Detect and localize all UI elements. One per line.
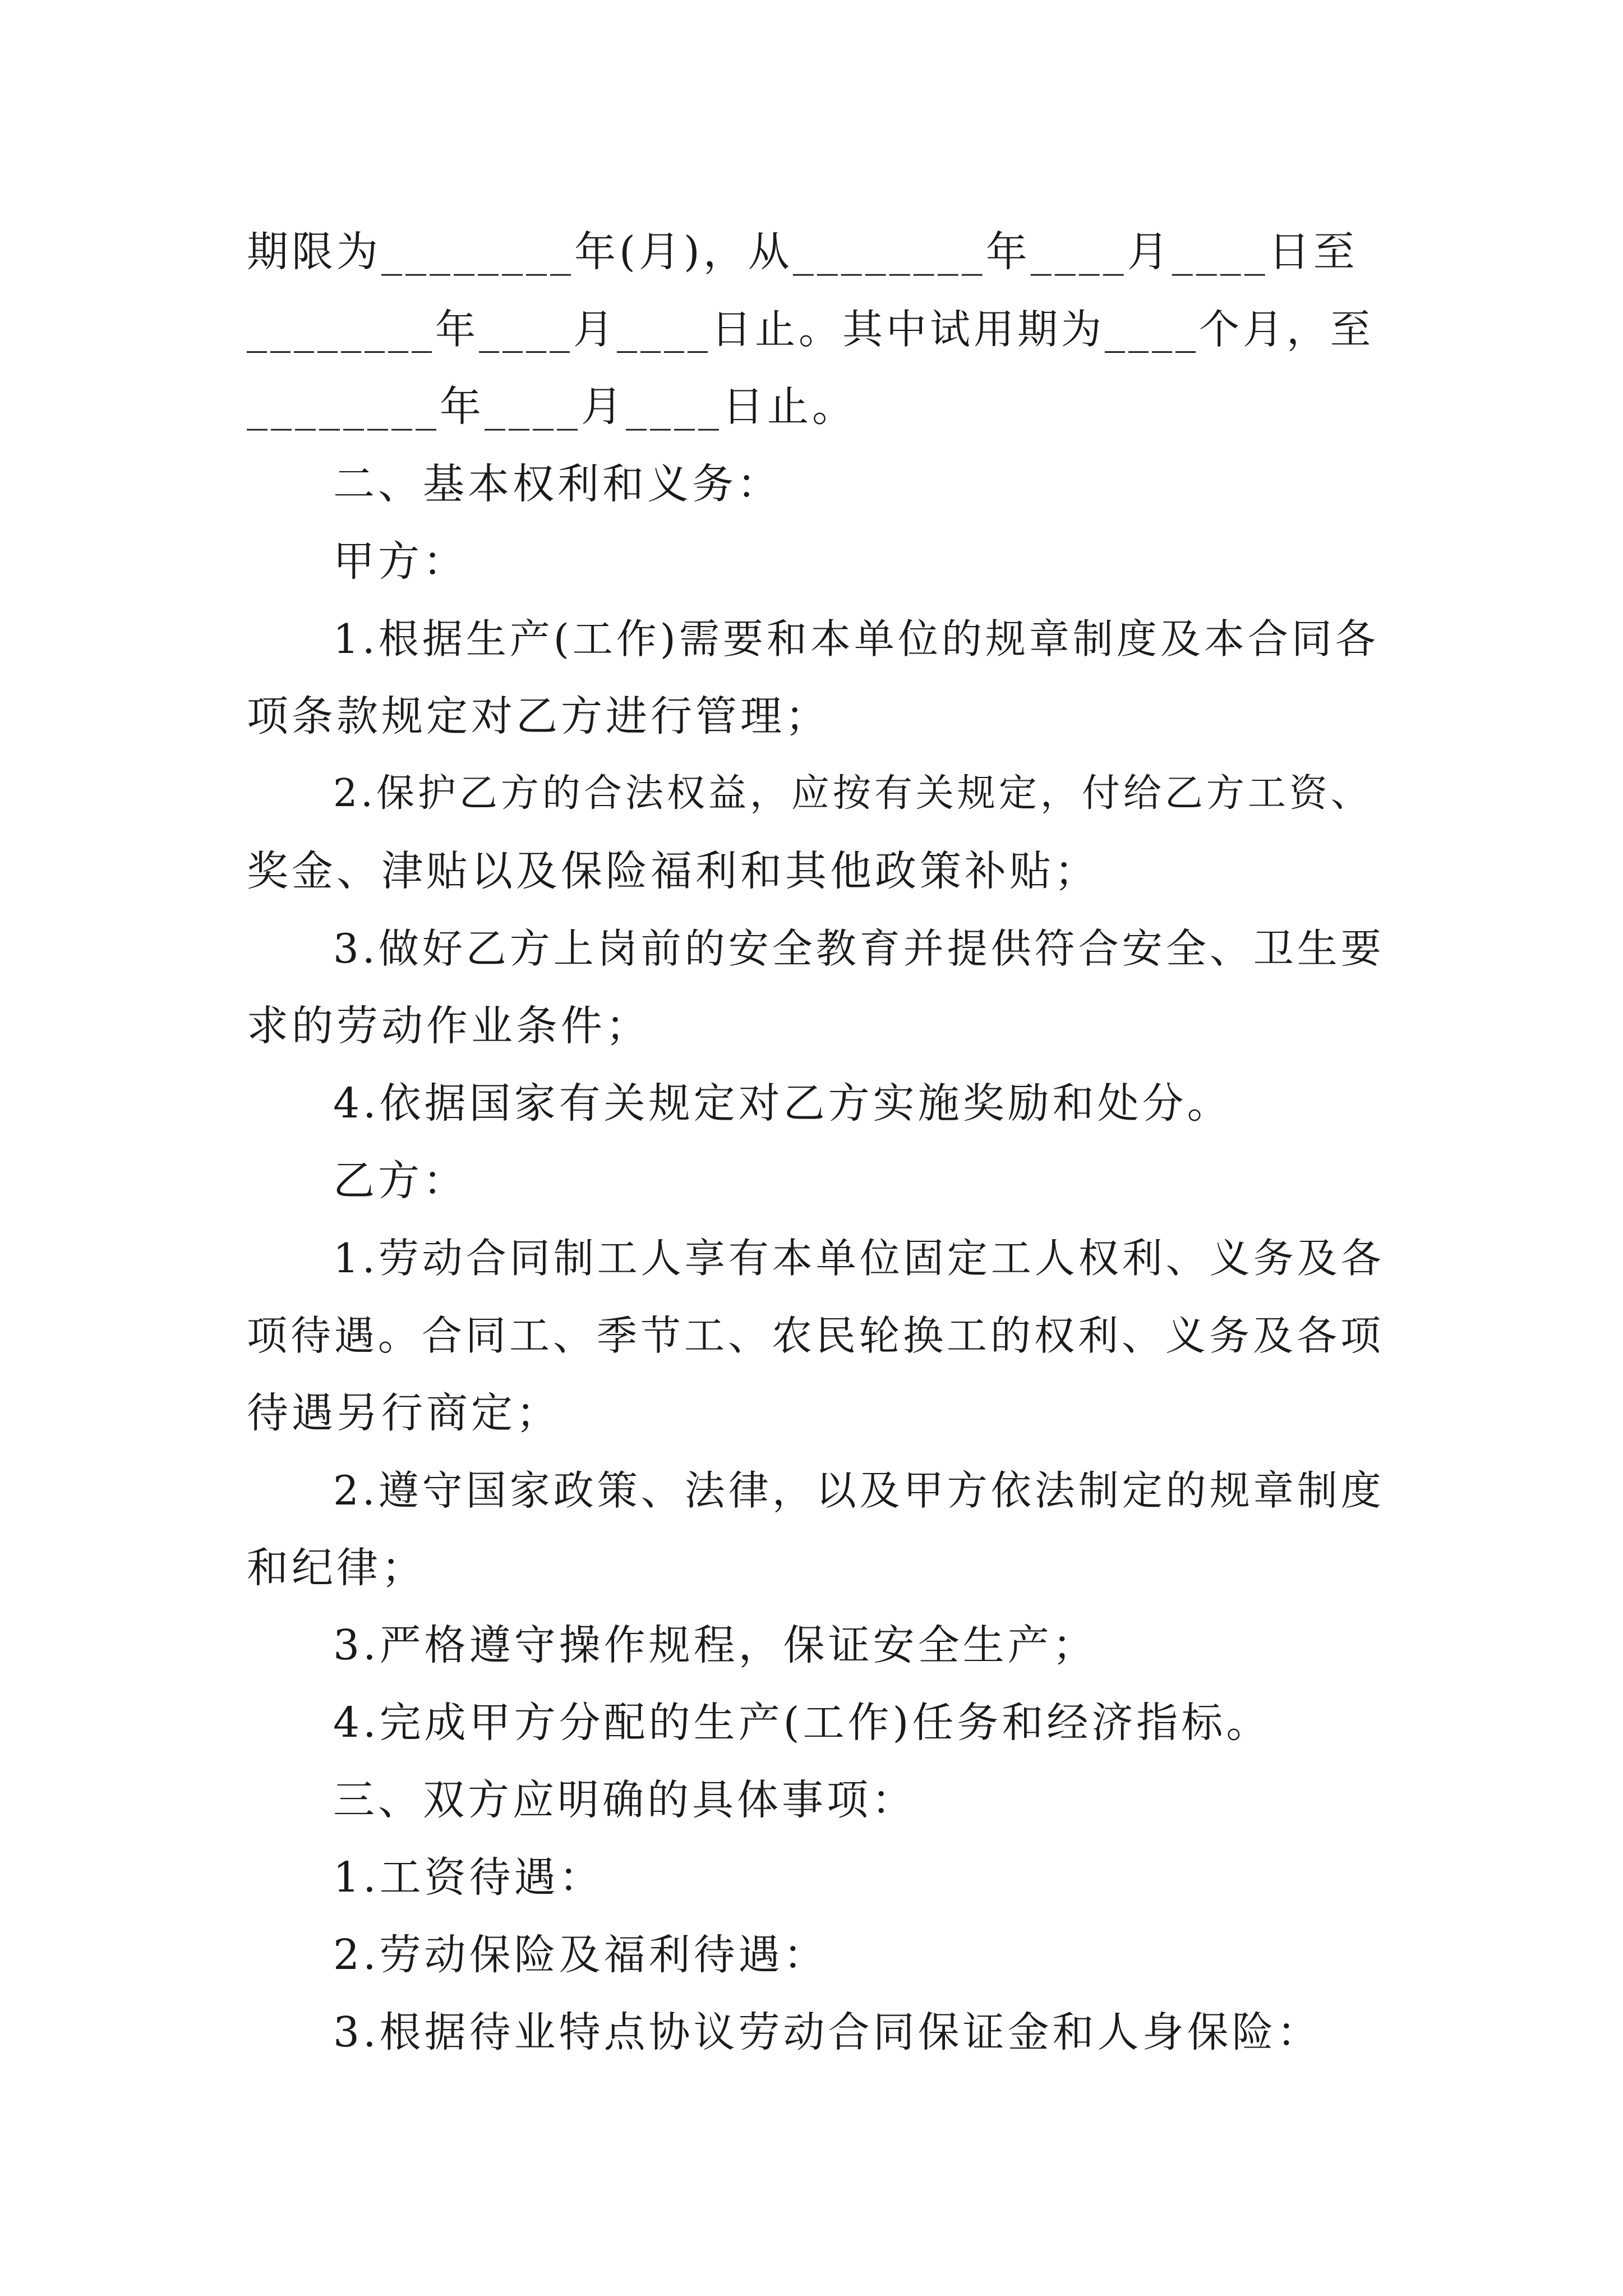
text-line: ________年____月____日止。其中试用期为____个月，至 bbox=[247, 306, 1375, 353]
text-line: 2.遵守国家政策、法律，以及甲方依法制定的规章制度 bbox=[333, 1467, 1385, 1514]
document-body bbox=[247, 213, 1385, 2071]
text-line: 1.劳动合同制工人享有本单位固定工人权利、义务及各 bbox=[333, 1235, 1385, 1282]
list-item: 3.根据待业特点协议劳动合同保证金和人身保险： bbox=[333, 2008, 1322, 2056]
text-line: 求的劳动作业条件； bbox=[247, 1002, 651, 1050]
text-line: 项待遇。合同工、季节工、农民轮换工的权利、义务及各项 bbox=[247, 1312, 1385, 1359]
list-item: 2.劳动保险及福利待遇： bbox=[333, 1931, 828, 1979]
text-line: 期限为________年(月)，从________年____月____日至 bbox=[247, 228, 1358, 276]
text-line: 待遇另行商定； bbox=[247, 1389, 561, 1437]
text-line: 和纪律； bbox=[247, 1544, 426, 1592]
section-heading: 三、双方应明确的具体事项： bbox=[333, 1776, 916, 1824]
text-line: 3.做好乙方上岗前的安全教育并提供符合安全、卫生要 bbox=[333, 925, 1385, 972]
text-line: 项条款规定对乙方进行管理； bbox=[247, 692, 830, 740]
text-line: 奖金、津贴以及保险福利和其他政策补贴； bbox=[247, 847, 1099, 895]
party-heading: 乙方： bbox=[333, 1157, 468, 1205]
text-line: 4.依据国家有关规定对乙方实施奖励和处分。 bbox=[333, 1079, 1232, 1128]
party-heading: 甲方： bbox=[333, 537, 468, 586]
text-line: 3.严格遵守操作规程，保证安全生产； bbox=[333, 1621, 1098, 1669]
section-heading: 二、基本权利和义务： bbox=[333, 460, 782, 508]
list-item: 1.工资待遇： bbox=[333, 1853, 604, 1902]
text-line: 4.完成甲方分配的生产(工作)任务和经济指标。 bbox=[333, 1699, 1271, 1747]
text-line: ________年____月____日止。 bbox=[247, 383, 857, 431]
text-line: 2.保护乙方的合法权益，应按有关规定，付给乙方工资、 bbox=[333, 771, 1372, 816]
text-line: 1.根据生产(工作)需要和本单位的规章制度及本合同各 bbox=[333, 615, 1379, 662]
